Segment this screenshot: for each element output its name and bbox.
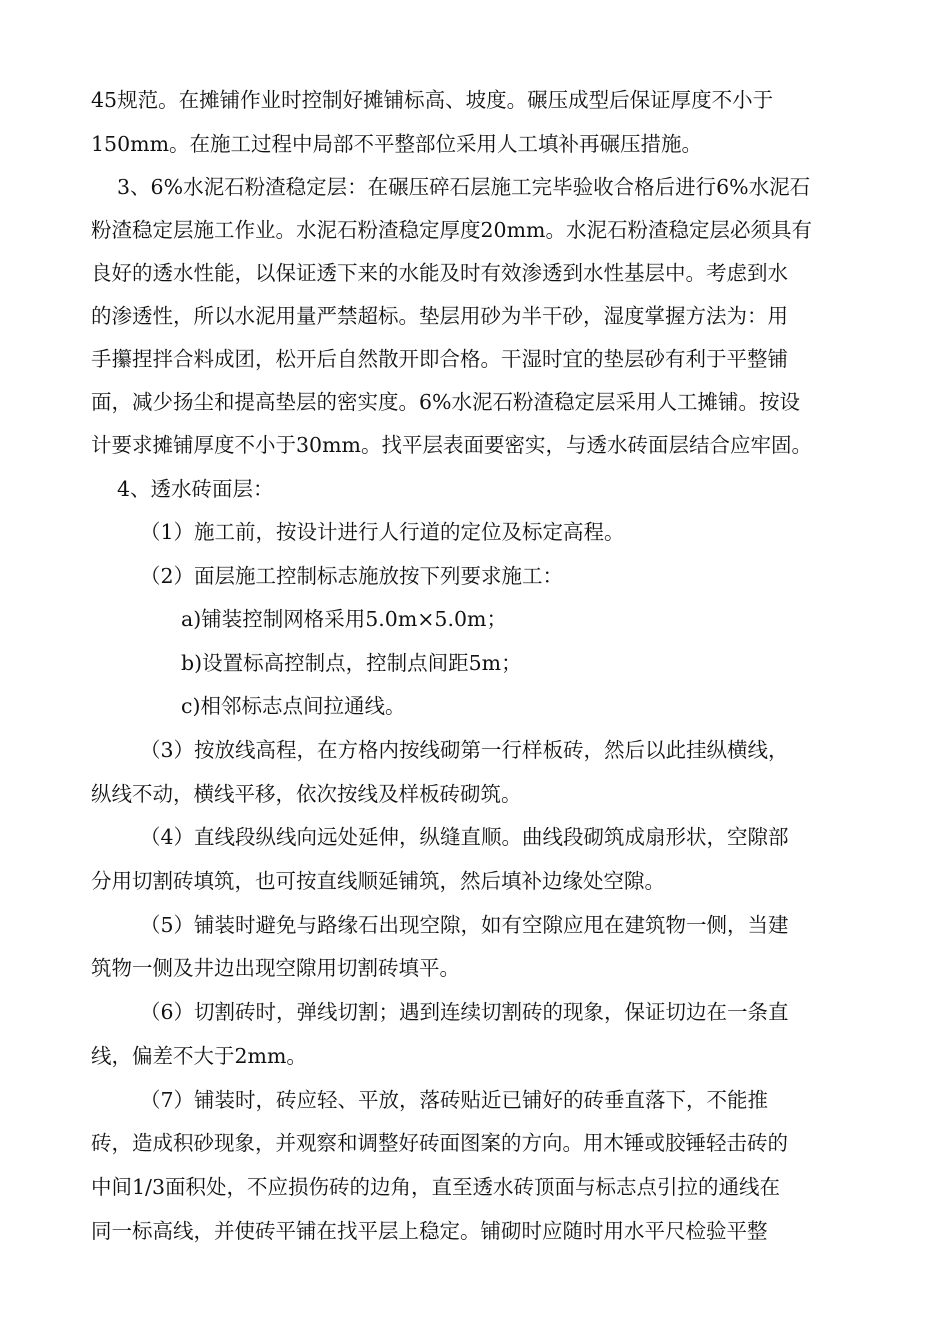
text-line: 同一标高线，并使砖平铺在找平层上稳定。铺砌时应随时用水平尺检验平整 <box>91 1219 768 1243</box>
list-item: （7）铺装时，砖应轻、平放，落砖贴近已铺好的砖垂直落下，不能推 <box>140 1088 769 1112</box>
list-item: （5）铺装时避免与路缘石出现空隙，如有空隙应甩在建筑物一侧，当建 <box>140 913 789 937</box>
text-line: 中间1/3面积处，不应损伤砖的边角，直至透水砖顶面与标志点引拉的通线在 <box>91 1175 780 1199</box>
text-line: 线，偏差不大于2mm。 <box>91 1044 307 1068</box>
sub-list-item: a)铺装控制网格采用5.0m×5.0m； <box>181 607 507 631</box>
text-line: 分用切割砖填筑，也可按直线顺延铺筑，然后填补边缘处空隙。 <box>91 869 665 893</box>
text-line: 筑物一侧及井边出现空隙用切割砖填平。 <box>91 956 460 980</box>
section-heading: 4、透水砖面层： <box>117 477 274 501</box>
list-item: （4）直线段纵线向远处延伸，纵缝直顺。曲线段砌筑成扇形状，空隙部 <box>140 825 789 849</box>
list-item: （3）按放线高程，在方格内按线砌第一行样板砖，然后以此挂纵横线， <box>140 738 789 762</box>
text-line: 粉渣稳定层施工作业。水泥石粉渣稳定厚度20mm。水泥石粉渣稳定层必须具有 <box>91 218 812 242</box>
text-line: 面，减少扬尘和提高垫层的密实度。6%水泥石粉渣稳定层采用人工摊铺。按设 <box>91 390 801 414</box>
text-line: 45规范。在摊铺作业时控制好摊铺标高、坡度。碾压成型后保证厚度不小于 <box>91 88 774 112</box>
text-line: 3、6%水泥石粉渣稳定层：在碾压碎石层施工完毕验收合格后进行6%水泥石 <box>117 175 811 199</box>
list-item: （1）施工前，按设计进行人行道的定位及标定高程。 <box>140 520 625 544</box>
text-line: 纵线不动，横线平移，依次按线及样板砖砌筑。 <box>91 782 522 806</box>
text-line: 的渗透性，所以水泥用量严禁超标。垫层用砂为半干砂，湿度掌握方法为：用 <box>91 304 788 328</box>
text-line: 150mm。在施工过程中局部不平整部位采用人工填补再碾压措施。 <box>91 132 703 156</box>
text-line: 计要求摊铺厚度不小于30mm。找平层表面要密实，与透水砖面层结合应牢固。 <box>91 433 812 457</box>
list-item: （6）切割砖时，弹线切割；遇到连续切割砖的现象，保证切边在一条直 <box>140 1000 789 1024</box>
text-line: 手攥捏拌合料成团，松开后自然散开即合格。干湿时宜的垫层砂有利于平整铺 <box>91 347 788 371</box>
text-line: 良好的透水性能，以保证透下来的水能及时有效渗透到水性基层中。考虑到水 <box>91 261 788 285</box>
list-item: （2）面层施工控制标志施放按下列要求施工： <box>140 564 564 588</box>
sub-list-item: c)相邻标志点间拉通线。 <box>181 694 406 718</box>
text-line: 砖，造成积砂现象，并观察和调整好砖面图案的方向。用木锤或胶锤轻击砖的 <box>91 1131 788 1155</box>
sub-list-item: b)设置标高控制点，控制点间距5m； <box>181 651 522 675</box>
